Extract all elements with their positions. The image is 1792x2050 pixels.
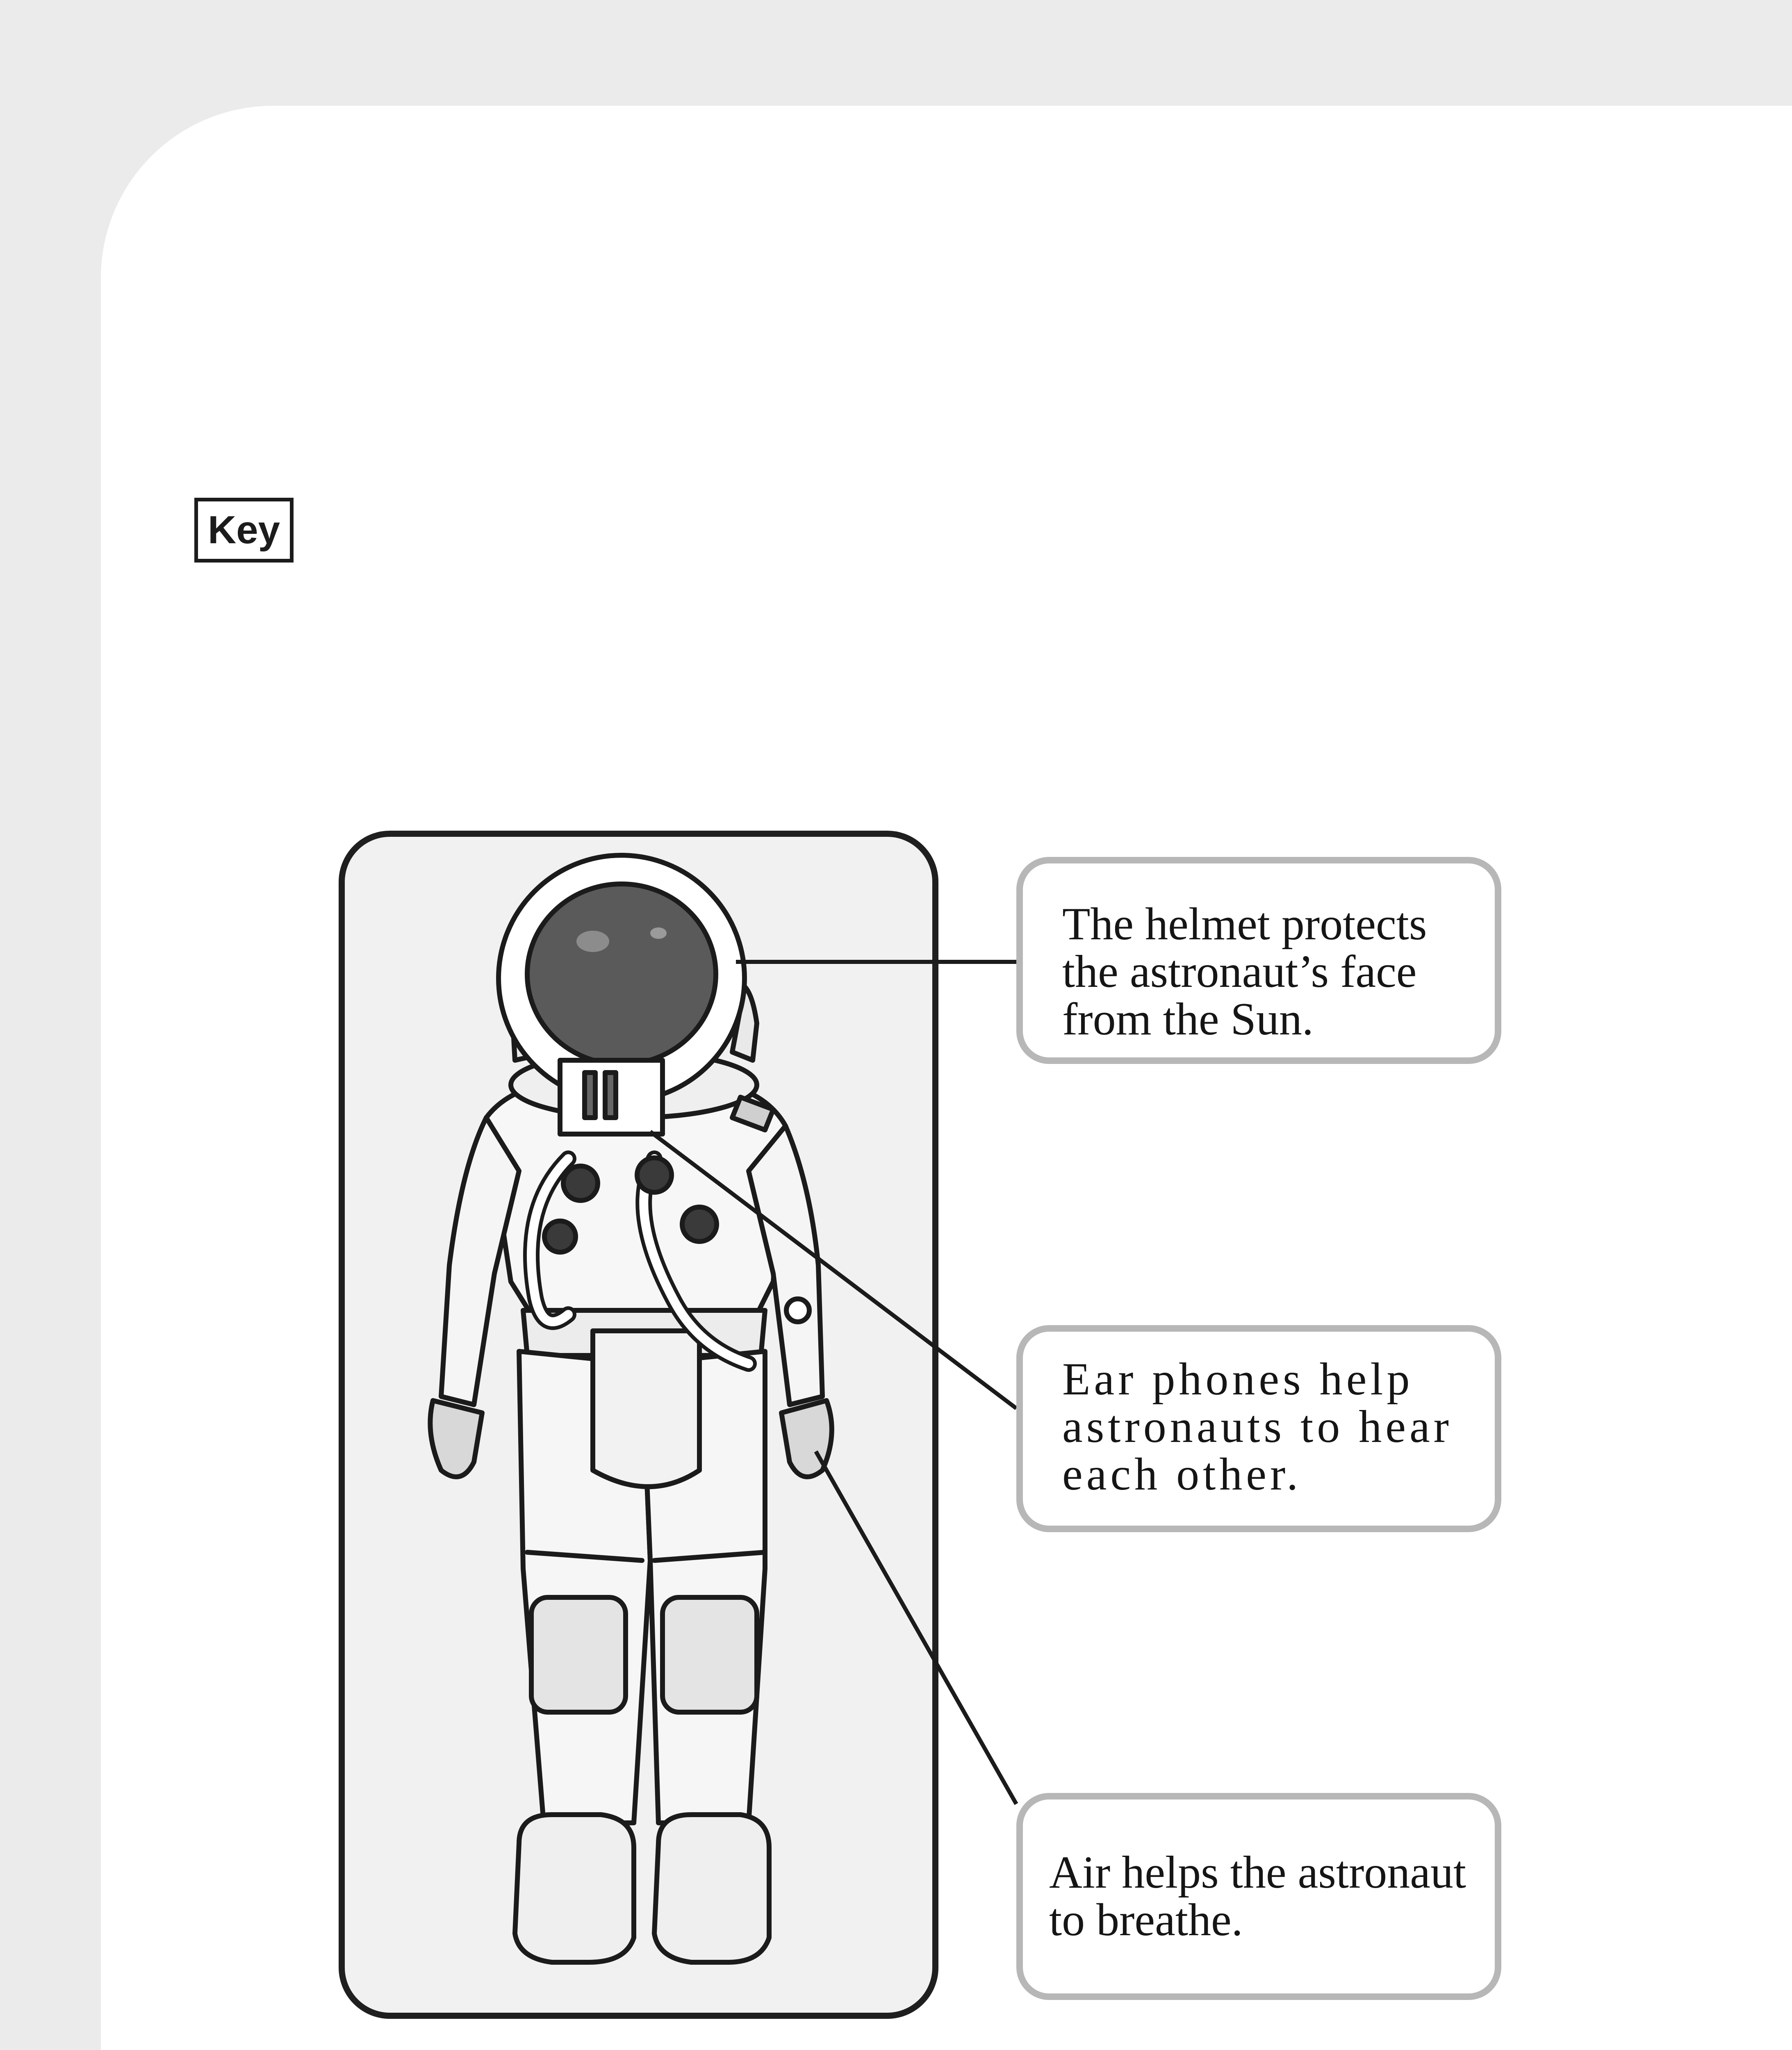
callout-earphones-line: Ear phones help <box>1062 1354 1414 1405</box>
leader-line-air <box>816 1451 1016 1804</box>
callout-earphones-line: each other. <box>1062 1449 1302 1500</box>
callout-air-line: Air helps the astronaut <box>1049 1847 1466 1898</box>
leader-line-earphones <box>650 1132 1016 1408</box>
callout-helmet-line: from the Sun. <box>1062 994 1314 1045</box>
callout-helmet-line: the astronaut’s face <box>1062 946 1417 997</box>
callout-earphones-line: astronauts to hear <box>1062 1401 1453 1452</box>
key-label: Key <box>194 498 294 563</box>
callout-air <box>1016 1793 1501 2000</box>
callout-helmet-line: The helmet protects <box>1062 899 1427 950</box>
callout-air-line: to breathe. <box>1049 1895 1243 1945</box>
callout-helmet <box>1016 857 1501 1064</box>
callout-earphones <box>1016 1325 1501 1532</box>
